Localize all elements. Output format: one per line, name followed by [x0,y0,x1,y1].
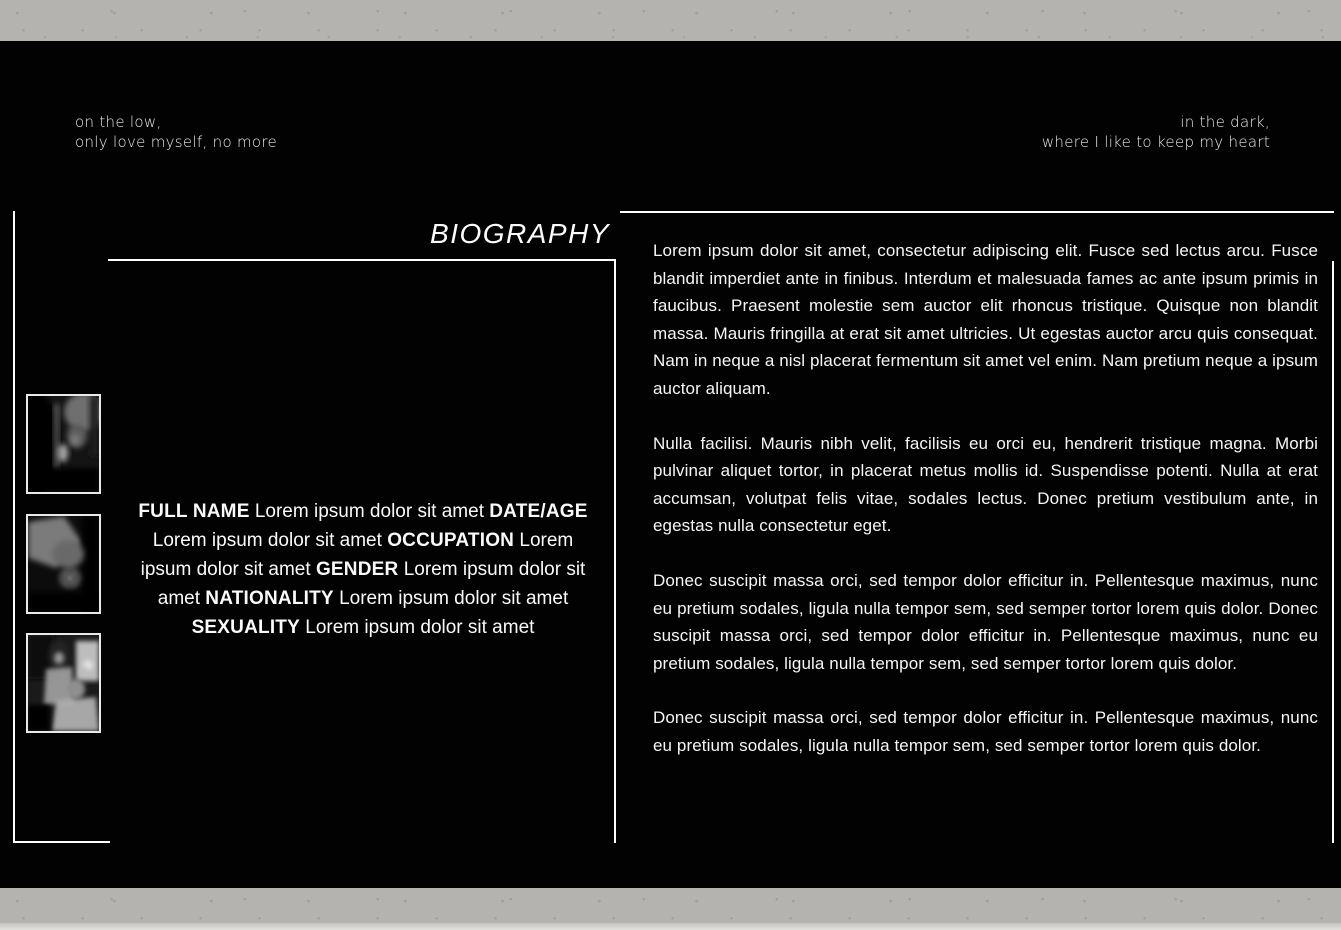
article-column [653,237,1318,760]
article-paragraph: Lorem ipsum dolor sit amet, consectetur adipiscing elit. Fusce sed lectus arcu. Fusce blandit imperdiet ante in finibus. Interdum et malesuada fames ac ante ipsum primis in faucibus. Praesent molestie sem auctor elit rhoncus tristique. Quisque non blandit massa. Mauris fringilla at erat sit amet ultricies. Ut egestas auctor arcu quis consequat. Nam in neque a nisl placerat fermentum sit amet vel enim. Nam pretium neque a ipsum auctor aliquam. [653,241,1318,398]
article-right-line [1332,261,1334,843]
paper-texture-bottom [0,888,1341,930]
bio-detail-label: SEXUALITY [191,617,300,638]
quote-line: in the dark, [1180,113,1270,131]
article-top-line [620,211,1334,213]
quote-line: only love myself, no more [75,133,278,151]
bio-detail-label: GENDER [315,559,399,580]
biography-underline [108,259,616,261]
article-paragraph: Donec suscipit massa orci, sed tempor dolor efficitur in. Pellentesque maximus, nunc eu pretium sodales, ligula nulla tempor sem, sed semper tortor lorem quis dolor. Donec suscipit massa orci, sed tempor dolor efficitur in. Pellentesque maximus, nunc eu pretium sodales, ligula nulla tempor sem, sed semper tortor lorem quis dolor. [653,570,1318,673]
photo-hand-holding-wine-glass [26,514,101,614]
article-paragraph: Nulla facilisi. Mauris nibh velit, facilisis eu orci eu, hendrerit tristique magna. Morbi pulvinar aliquet tortor, in placerat metus mollis id. Suspendisse potenti. Nulla at erat accumsan, volutpat felis vitae, sodales lectus. Donec pretium vestibulum ante, in egestas nulla consectetur eget. [653,433,1318,536]
biography-heading: BIOGRAPHY [430,218,610,249]
photo-couple-sitting-by-window [26,633,101,733]
black-page [0,41,1341,888]
bio-detail-label: FULL NAME [138,501,250,522]
photo-1-image [28,396,99,492]
quote-line: where I like to keep my heart [1041,133,1270,151]
bio-detail-label: OCCUPATION [387,530,515,551]
frame-left-vertical-line [13,211,15,843]
bio-detail-label: NATIONALITY [205,588,334,609]
bio-detail-label: DATE/AGE [489,501,588,522]
photo-couple-drinking-in-dim-light [26,394,101,494]
photo-2-image [28,516,99,612]
paper-texture-top [0,0,1341,41]
bio-details-text: FULL NAME Lorem ipsum dolor sit amet DATE/AGE Lorem ipsum dolor sit amet OCCUPATION Lorem ipsum dolor sit amet GENDER Lorem ipsum dolor sit amet NATIONALITY Lorem ipsum dolor sit amet SEXUALITY Lorem ipsum dolor sit amet [138,501,588,638]
quote-top-left [75,112,277,152]
photo-3-image [28,635,99,731]
article-paragraph: Donec suscipit massa orci, sed tempor dolor efficitur in. Pellentesque maximus, nunc eu pretium sodales, ligula nulla tempor sem, sed semper tortor lorem quis dolor. [653,708,1318,755]
quote-line: on the low, [75,113,162,131]
frame-bottom-left-line [13,841,110,843]
biography-right-line [614,259,616,843]
paper-edge-highlight [0,923,1341,930]
quote-top-right [1042,112,1270,152]
